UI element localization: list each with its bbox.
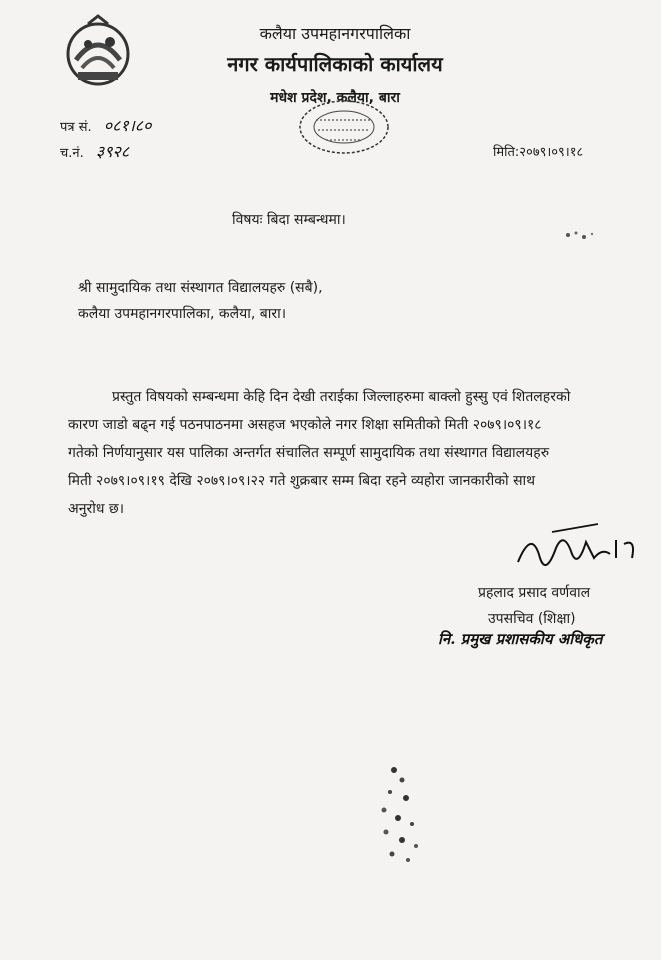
letter-subject: विषयः बिदा सम्बन्धमा। (232, 212, 346, 228)
letter-date: मिति:२०७९।०९।१८ (493, 145, 584, 160)
addressee-line-2: कलैया उपमहानगरपालिका, कलैया, बारा। (78, 306, 287, 322)
office-round-stamp-icon (296, 96, 392, 158)
body-line: प्रस्तुत विषयको सम्बन्धमा केहि दिन देखी तराईका जिल्लाहरुमा बाक्लो हुस्सु एवं शितलहरको (112, 389, 571, 405)
chalani-label: च.नं. (60, 146, 84, 161)
body-line: कारण जाडो बढ्न गई पठनपाठनमा असहज भएकोले नगर शिक्षा समितीको मिती २०७९।०९।१८ (68, 417, 542, 433)
patra-label: पत्र सं. (60, 120, 92, 135)
body-line: गतेको निर्णयानुसार यस पालिका अन्तर्गत संचालित सम्पूर्ण सामुदायिक तथा संस्थागत विद्यालयहरु (68, 445, 550, 461)
chalani-number (60, 140, 129, 162)
government-emblem-icon (58, 12, 138, 92)
patra-value: ०८१।८० (103, 116, 152, 135)
letter-body (68, 383, 628, 523)
handwritten-signature-icon (512, 518, 647, 578)
patra-number (60, 114, 151, 136)
chalani-value: ३९२८ (95, 142, 130, 161)
signatory-stamp: नि. प्रमुख प्रशासकीय अधिकृत (438, 630, 603, 648)
header-location: मधेश प्रदेश, कलैया, बारा (270, 90, 400, 106)
faded-stamp-icon (372, 758, 452, 868)
signatory-name: प्रहलाद प्रसाद वर्णवाल (478, 585, 591, 601)
ink-speck-icon (560, 225, 600, 245)
body-line: अनुरोध छ। (68, 501, 124, 517)
body-line: मिती २०७९।०९।१९ देखि २०७९।०९।२२ गते शुक्रबार सम्म बिदा रहने व्यहोरा जानकारीको साथ (68, 473, 536, 489)
signatory-title: उपसचिव (शिक्षा) (488, 611, 576, 627)
header-office: नगर कार्यपालिकाको कार्यालय (227, 52, 443, 76)
header-municipality: कलैया उपमहानगरपालिका (259, 24, 411, 43)
addressee-line-1: श्री सामुदायिक तथा संस्थागत विद्यालयहरु (सबै), (78, 280, 323, 296)
